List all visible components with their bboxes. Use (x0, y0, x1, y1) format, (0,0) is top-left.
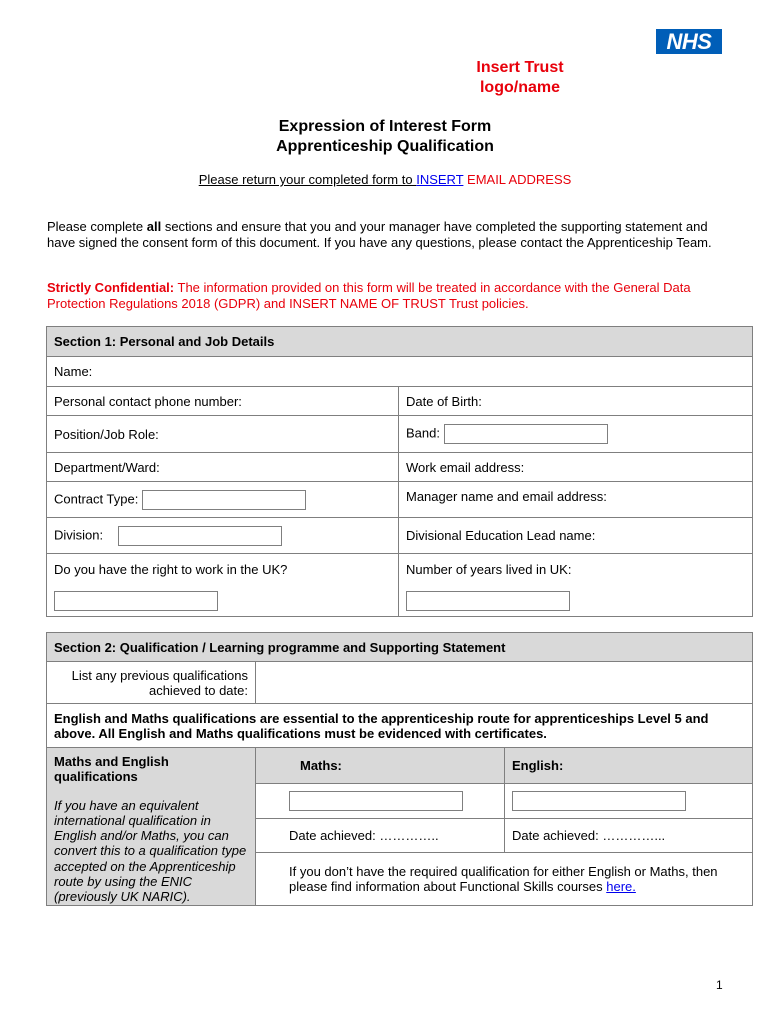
return-email-placeholder: EMAIL ADDRESS (463, 172, 572, 187)
education-lead-label: Divisional Education Lead name: (406, 528, 596, 543)
dob-field[interactable] (399, 387, 753, 416)
confidential-label: Strictly Confidential: (47, 280, 175, 295)
contract-field (47, 482, 399, 518)
manager-label: Manager name and email address: (406, 489, 607, 504)
education-lead-field[interactable] (399, 518, 753, 554)
trust-line-2: logo/name (479, 79, 560, 96)
english-header: English: (505, 748, 753, 784)
contract-label: Contract Type: (54, 490, 139, 506)
band-field (399, 416, 753, 453)
division-field (47, 518, 399, 554)
band-input[interactable] (444, 424, 608, 444)
confidential-notice (47, 280, 737, 311)
position-field[interactable] (47, 416, 399, 453)
years-uk-input[interactable] (406, 591, 570, 611)
contract-type-input[interactable] (142, 490, 306, 510)
english-qualification-input[interactable] (512, 791, 686, 811)
english-date-field[interactable]: Date achieved: …………... (505, 818, 753, 852)
maths-english-info-cell (47, 748, 256, 906)
right-to-work-label: Do you have the right to work in the UK? (54, 562, 288, 577)
title-line-1: Expression of Interest Form (278, 118, 492, 135)
intro-bold: all (146, 219, 162, 234)
name-field[interactable] (47, 357, 753, 387)
phone-label: Personal contact phone number: (54, 393, 242, 409)
band-label: Band: (406, 425, 440, 441)
years-uk-label: Number of years lived in UK: (406, 562, 572, 577)
section2-heading: Section 2: Qualification / Learning programme and Supporting Statement (47, 633, 753, 662)
maths-qualification-input[interactable] (289, 791, 463, 811)
section2-table (46, 632, 753, 906)
trust-line-1: Insert Trust (476, 59, 564, 76)
section1-table (46, 326, 753, 617)
title-line-2: Apprenticeship Qualification (276, 138, 494, 155)
enic-guidance: If you have an equivalent international qualification in English and/or Maths, you can convert this to a qualification type accepted on the Apprenticeship route by using the ENIC (previously UK NARIC). (54, 797, 247, 905)
section1-heading: Section 1: Personal and Job Details (47, 327, 753, 357)
maths-header: Maths: (256, 748, 505, 784)
dob-label: Date of Birth: (406, 393, 482, 409)
english-input-cell (505, 784, 753, 819)
division-input[interactable] (118, 526, 282, 546)
name-label: Name: (54, 364, 93, 379)
maths-input-cell (256, 784, 505, 819)
nhs-logo: NHS (656, 29, 722, 54)
maths-date-field[interactable]: Date achieved: ………….. (256, 818, 505, 852)
return-prefix: Please return your completed form to (198, 172, 417, 187)
functional-skills-note (256, 852, 753, 905)
functional-skills-link[interactable]: here. (606, 878, 636, 894)
division-label: Division: (54, 526, 104, 542)
phone-field[interactable] (47, 387, 399, 416)
right-to-work-field (47, 554, 399, 617)
work-email-field[interactable] (399, 453, 753, 482)
department-field[interactable] (47, 453, 399, 482)
essential-note: English and Maths qualifications are essential to the apprenticeship route for apprenticeships Level 5 and above. All English and Maths qualifications must be evidenced with certificates. (47, 704, 753, 748)
trust-logo-placeholder (440, 58, 600, 98)
manager-field[interactable] (399, 482, 753, 518)
position-label: Position/Job Role: (54, 426, 159, 442)
department-label: Department/Ward: (54, 459, 160, 475)
confidential-text: The information provided on this form will be treated in accordance with the General Data Protection Regulations 2018 (GDPR) and INSERT NAME OF TRUST Trust policies. (47, 280, 691, 311)
right-to-work-input[interactable] (54, 591, 218, 611)
functional-skills-text: If you don’t have the required qualification for either English or Maths, then please find information about Functional Skills courses (289, 863, 718, 894)
return-email-link[interactable]: INSERT (416, 172, 464, 187)
work-email-label: Work email address: (406, 459, 525, 475)
intro-text-2: sections and ensure that you and your manager have completed the supporting statement and have signed the consent form of this document. If you have any questions, please contact the Apprenticeship Team. (47, 219, 712, 250)
maths-english-heading: Maths and English qualifications (54, 754, 169, 785)
previous-qualifications-input[interactable] (256, 662, 753, 704)
previous-qualifications-label: List any previous qualifications achieved to date: (47, 662, 256, 704)
years-uk-field (399, 554, 753, 617)
form-title (0, 117, 770, 157)
intro-paragraph (47, 219, 737, 250)
intro-text-1: Please complete (47, 219, 147, 234)
page-number: 1 (716, 978, 723, 992)
return-instruction (0, 172, 770, 187)
